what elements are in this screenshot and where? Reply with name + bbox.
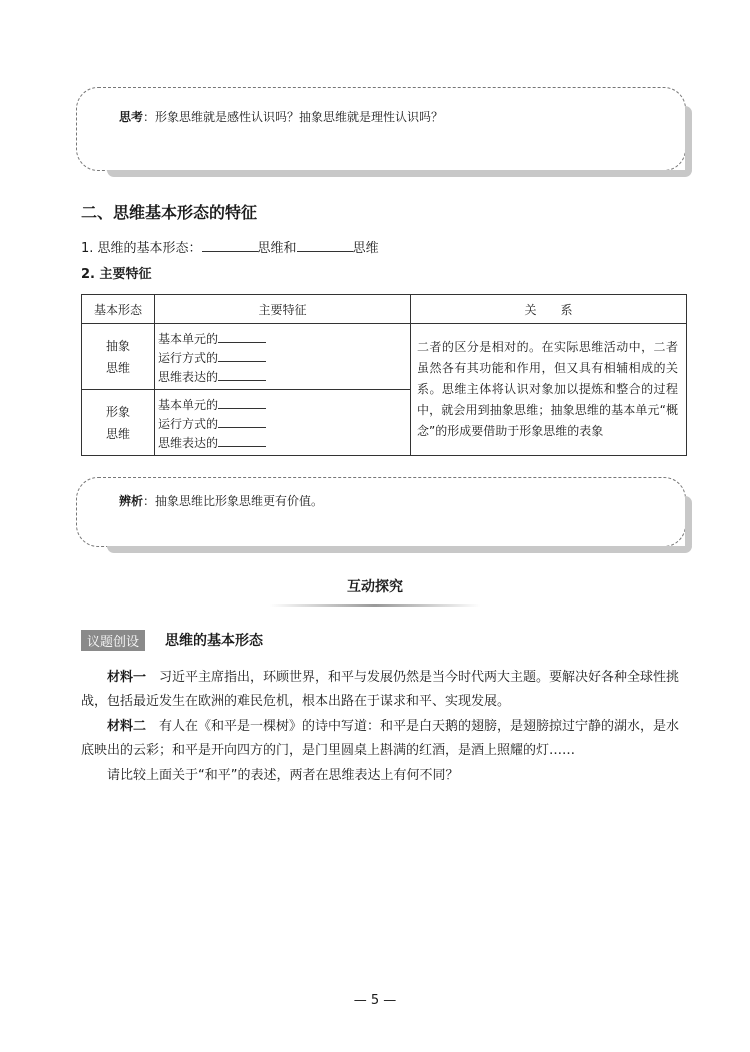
feature-blank[interactable] [218,350,266,362]
feature-label: 运行方式的 [158,417,219,431]
material-2-label: 材料二 [107,719,147,734]
topic-tag: 议题创设 [81,630,145,651]
analysis-box-shadow-bottom [107,546,692,553]
features-table [81,294,687,456]
think-box-shadow-bottom [107,170,692,177]
section-title: 二、思维基本形态的特征 [81,203,258,222]
material-1-label: 材料一 [107,670,147,685]
item-1-mid: 思维和 [257,241,297,256]
think-box-text [119,108,443,125]
type-label: 形象 [105,404,130,419]
type-label: 抽象 [105,338,130,353]
type-label: 思维 [105,426,130,441]
features-cell [155,390,411,456]
interactive-title: 互动探究 [347,579,403,595]
header-features: 主要特征 [155,295,411,324]
feature-label: 基本单元的 [158,332,219,346]
feature-blank[interactable] [218,369,266,381]
material-1 [81,666,687,714]
material-1-text: 习近平主席指出，环顾世界，和平与发展仍然是当今时代两大主题。要解决好各种全球性挑战，包括最近发生在欧洲的难民危机，根本出路在于谋求和平、实现发展。 [81,670,680,709]
material-2 [81,715,687,763]
blank-2[interactable] [297,239,353,252]
table-row [82,324,687,390]
header-type: 基本形态 [82,295,155,324]
feature-label: 基本单元的 [158,398,219,412]
analysis-box-text [119,492,323,509]
relation-cell: 二者的区分是相对的。在实际思维活动中，二者虽然各有其功能和作用，但又具有相辅相成的关系。思维主体将认识对象加以提炼和整合的过程中，就会用到抽象思维；抽象思维的基本单元“概念”的形成要借助于形象思维的表象 [411,324,687,456]
table-header-row [82,295,687,324]
feature-blank[interactable] [218,331,266,343]
feature-label: 运行方式的 [158,351,219,365]
topic-title: 思维的基本形态 [165,633,263,649]
feature-blank[interactable] [218,435,266,447]
think-box-shadow [685,106,692,176]
title-divider [270,604,480,607]
features-cell [155,324,411,390]
header-relation: 关 系 [411,295,687,324]
feature-blank[interactable] [218,397,266,409]
analysis-label: 辨析 [119,494,144,508]
question: 请比较上面关于“和平”的表述，两者在思维表达上有何不同？ [107,768,459,783]
material-2-text: 有人在《和平是一棵树》的诗中写道：和平是白天鹅的翅膀，是翅膀掠过宁静的湖水，是水底映出的云彩；和平是开向四方的门，是门里圆桌上斟满的红酒，是酒上照耀的灯…… [81,719,680,758]
type-cell [82,390,155,456]
think-box [76,87,686,171]
think-question: ：形象思维就是感性认识吗？抽象思维就是理性认识吗？ [143,110,444,124]
feature-blank[interactable] [218,416,266,428]
feature-label: 思维表达的 [158,436,219,450]
analysis-box [76,477,686,547]
item-1-prefix: 1. 思维的基本形态： [81,241,202,256]
item-1 [81,237,379,256]
item-1-suffix: 思维 [352,241,379,256]
analysis-box-shadow [685,496,692,552]
type-cell [82,324,155,390]
feature-label: 思维表达的 [158,370,219,384]
think-label: 思考 [119,110,144,124]
page-number: — 5 — [353,993,397,1008]
analysis-statement: ：抽象思维比形象思维更有价值。 [143,494,324,508]
blank-1[interactable] [202,239,258,252]
type-label: 思维 [105,360,130,375]
item-2: 2. 主要特征 [81,267,152,282]
